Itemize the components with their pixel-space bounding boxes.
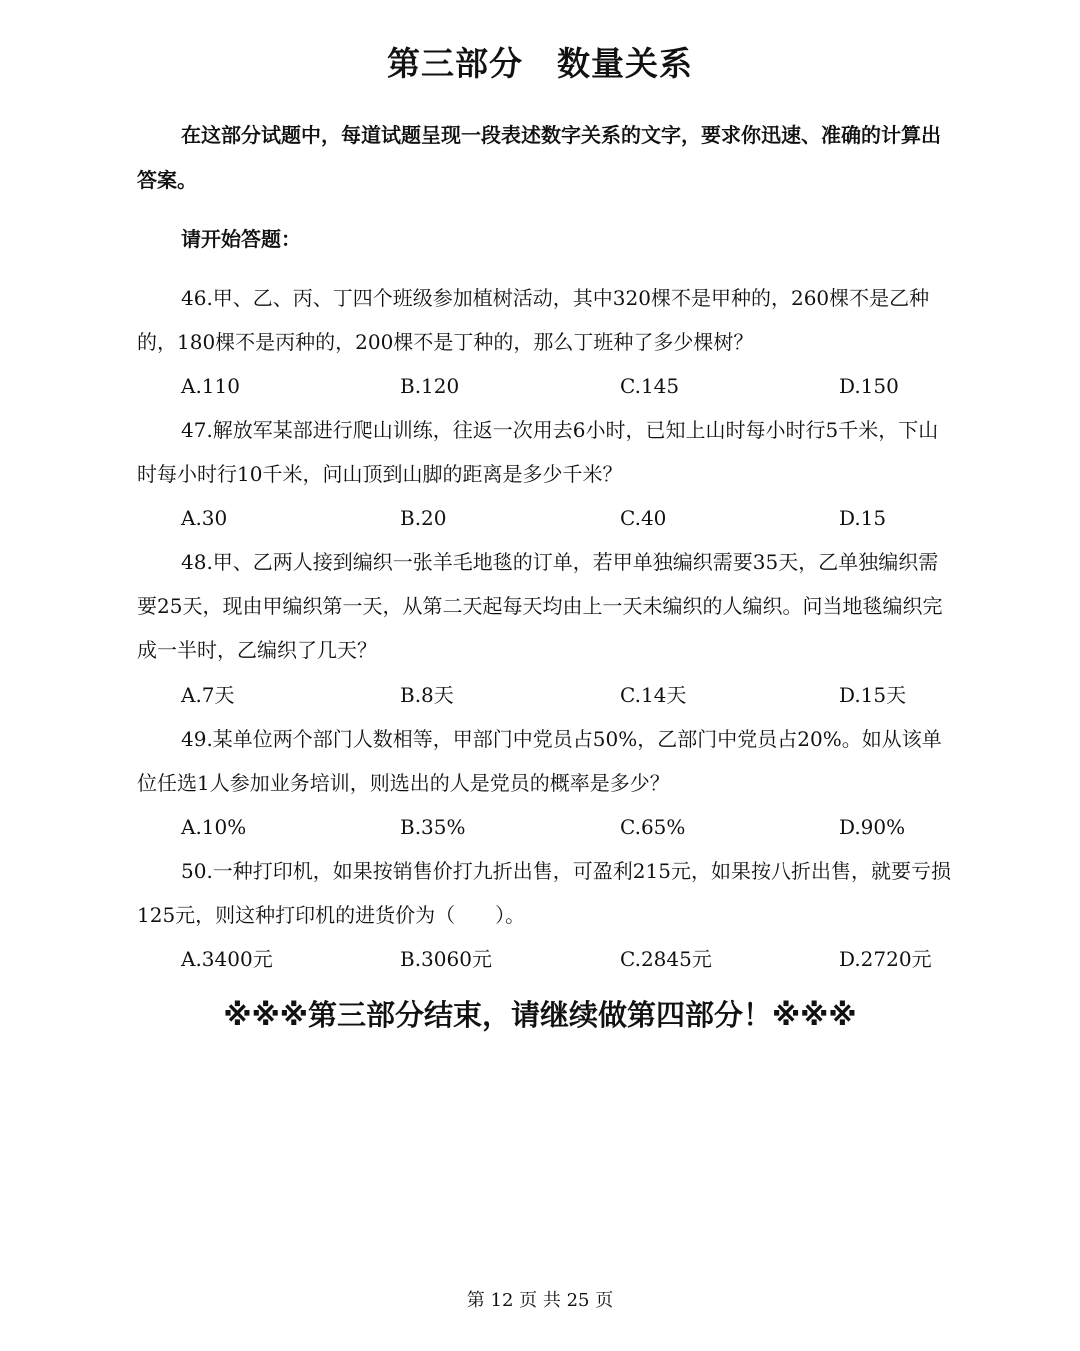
question-50-options: [181, 937, 961, 981]
option-c: C.65%: [620, 815, 686, 839]
start-prompt: 请开始答题：: [181, 227, 301, 251]
page-title: 第三部分 数量关系: [387, 44, 693, 83]
option-d: D.90%: [839, 815, 906, 839]
option-d: D.2720元: [839, 947, 932, 971]
question-50: 50.一种打印机，如果按销售价打九折出售，可盈利215元，如果按八折出售，就要亏损125元，则这种打印机的进货价为（ ）。: [137, 859, 951, 927]
question-48: 48.甲、乙两人接到编织一张羊毛地毯的订单，若甲单独编织需要35天，乙单独编织需要25天，现由甲编织第一天，从第二天起每天均由上一天未编织的人编织。问当地毯编织完成一半时，乙编织了几天？: [137, 550, 943, 662]
option-a: A.3400元: [181, 947, 273, 971]
section-end-notice: ※※※第三部分结束，请继续做第四部分！※※※: [223, 998, 857, 1032]
option-b: B.8天: [400, 683, 454, 707]
question-46-options: [181, 364, 961, 408]
option-a: A.10%: [181, 815, 247, 839]
question-47: 47.解放军某部进行爬山训练，往返一次用去6小时，已知上山时每小时行5千米，下山时每小时行10千米，问山顶到山脚的距离是多少千米？: [137, 418, 939, 486]
option-b: B.35%: [400, 815, 466, 839]
option-c: C.40: [620, 506, 667, 530]
question-47-options: [181, 496, 961, 540]
option-c: C.2845元: [620, 947, 712, 971]
option-b: B.3060元: [400, 947, 492, 971]
option-a: A.30: [181, 506, 228, 530]
question-49-options: [181, 805, 961, 849]
option-d: D.15: [839, 506, 887, 530]
page-number-footer: 第 12 页 共 25 页: [466, 1290, 614, 1311]
option-d: D.150: [839, 374, 899, 398]
option-a: A.7天: [181, 683, 235, 707]
option-c: C.14天: [620, 683, 687, 707]
question-46: 46.甲、乙、丙、丁四个班级参加植树活动，其中320棵不是甲种的，260棵不是乙种的，180棵不是丙种的，200棵不是丁种的，那么丁班种了多少棵树？: [137, 286, 930, 354]
option-a: A.110: [181, 374, 240, 398]
question-49: 49.某单位两个部门人数相等，甲部门中党员占50%，乙部门中党员占20%。如从该单位任选1人参加业务培训，则选出的人是党员的概率是多少？: [137, 727, 942, 795]
option-c: C.145: [620, 374, 680, 398]
question-48-options: [181, 673, 961, 717]
section-instructions: 在这部分试题中，每道试题呈现一段表述数字关系的文字，要求你迅速、准确的计算出答案。: [137, 123, 941, 192]
option-b: B.120: [400, 374, 460, 398]
option-d: D.15天: [839, 683, 907, 707]
option-b: B.20: [400, 506, 447, 530]
